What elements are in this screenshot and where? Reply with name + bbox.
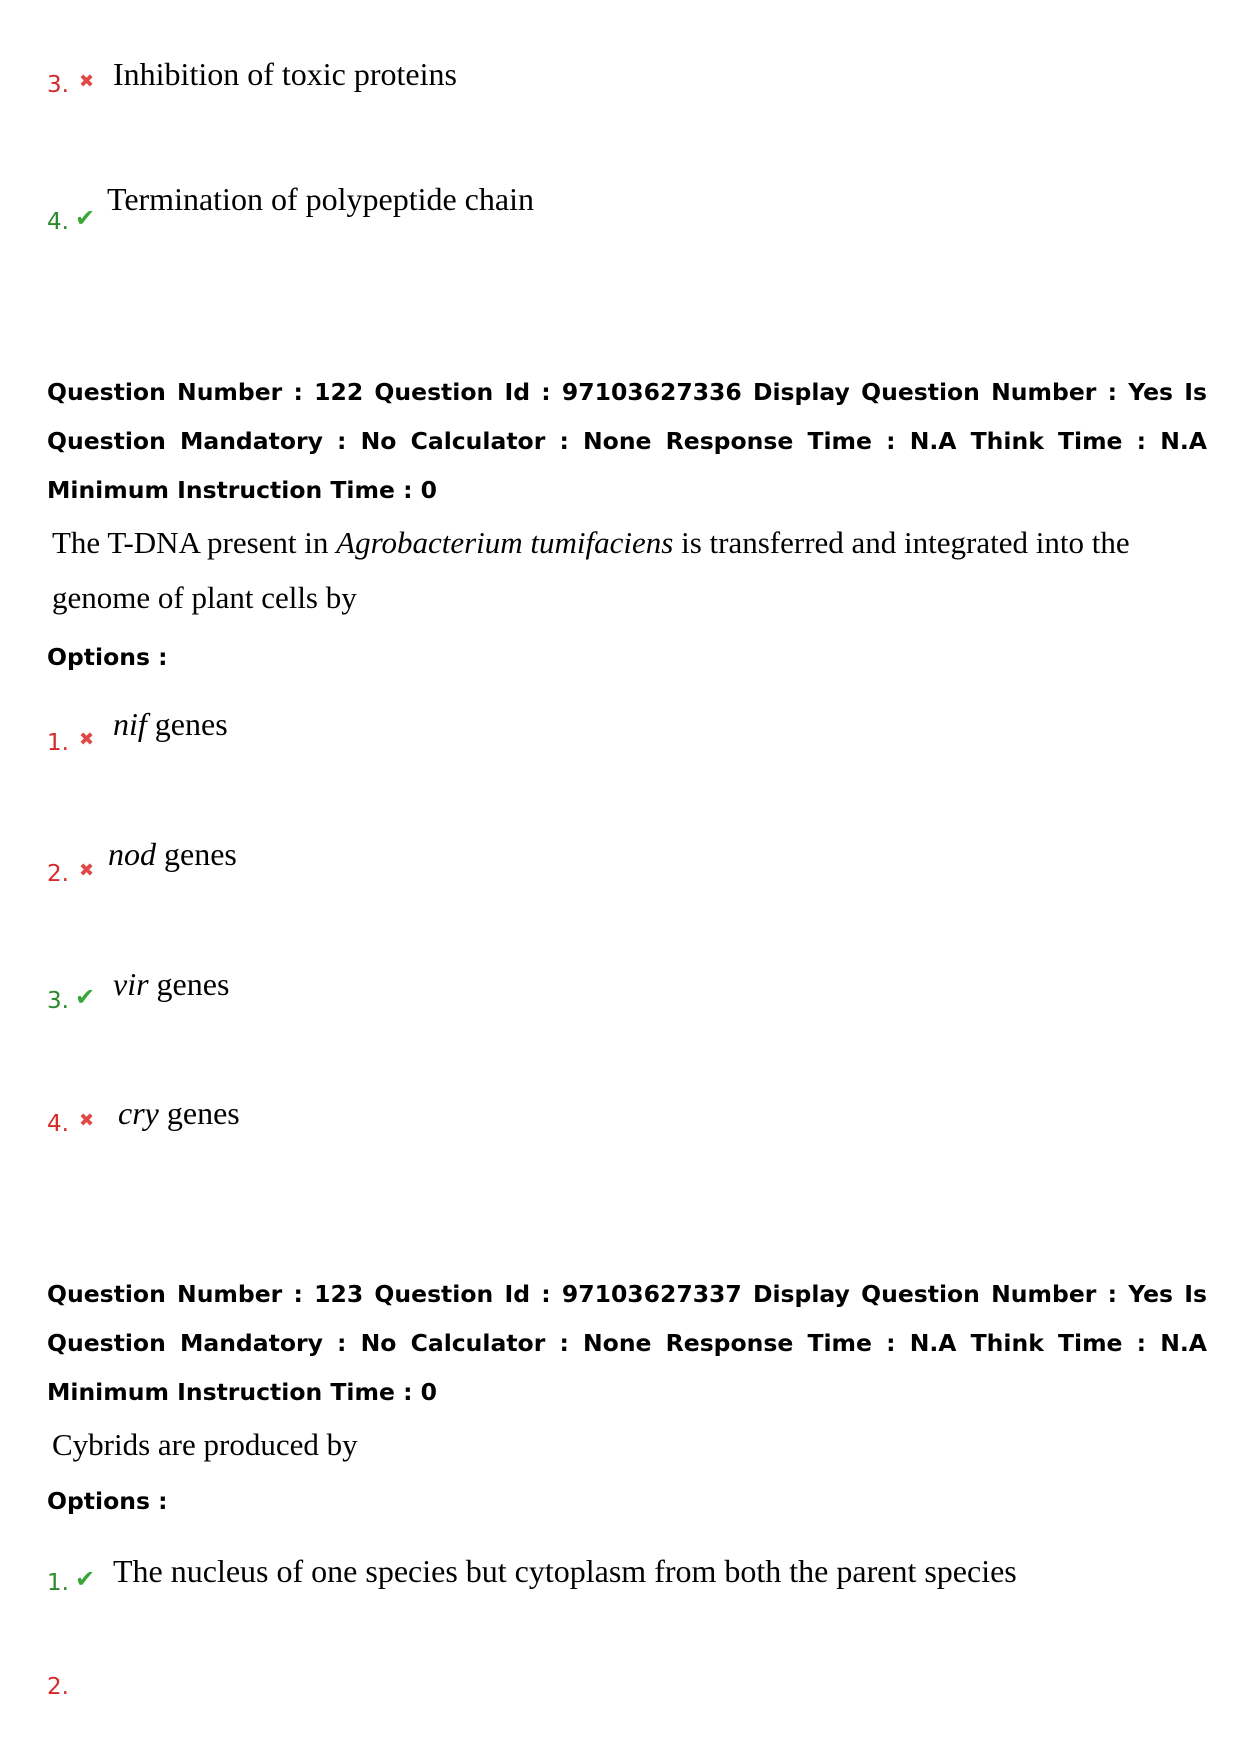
question-text-segment: The T-DNA present in	[52, 525, 337, 560]
option-text	[113, 968, 229, 1000]
options-label: Options :	[47, 1487, 168, 1515]
question-meta: Question Number : 123 Question Id : 97103627337 Display Question Number : Yes Is Question Mandatory : No Calculator : None Response Time : N.A Think Time : N.A Minimum Instruction Time : 0	[47, 1280, 1207, 1406]
option-text	[108, 838, 237, 870]
gene-name: vir	[113, 966, 149, 1002]
check-icon: ✔	[75, 204, 96, 232]
option-text-suffix: genes	[156, 836, 237, 872]
option-text: Inhibition of toxic proteins	[113, 56, 457, 92]
question-text: Cybrids are produced by	[52, 1427, 358, 1462]
option-text: The nucleus of one species but cytoplasm from both the parent species	[113, 1553, 1017, 1589]
option-number: 1.	[47, 730, 69, 756]
cross-icon: ✖	[79, 860, 95, 881]
question-text-italic: Agrobacterium tumifaciens	[336, 525, 674, 560]
option-number: 4.	[47, 1111, 69, 1137]
question-meta: Question Number : 122 Question Id : 97103627336 Display Question Number : Yes Is Question Mandatory : No Calculator : None Response Time : N.A Think Time : N.A Minimum Instruction Time : 0	[47, 378, 1207, 504]
cross-icon: ✖	[79, 1110, 95, 1131]
option-text: Termination of polypeptide chain	[107, 181, 534, 217]
check-icon: ✔	[75, 983, 96, 1011]
question-text-line-1	[52, 515, 1130, 570]
option-text	[118, 1097, 240, 1129]
option-text-suffix: genes	[158, 1095, 240, 1131]
question-text-line-2: genome of plant cells by	[52, 580, 357, 615]
gene-name: nif	[113, 706, 147, 742]
option-text-suffix: genes	[148, 966, 230, 1002]
option-number: 3.	[47, 72, 69, 98]
cross-icon: ✖	[79, 71, 95, 92]
option-number: 1.	[47, 1570, 69, 1596]
option-number: 2.	[47, 1674, 69, 1700]
option-number: 2.	[47, 861, 69, 887]
option-number: 3.	[47, 988, 69, 1014]
check-icon: ✔	[75, 1565, 96, 1593]
gene-name: nod	[108, 836, 156, 872]
question-text-segment: is transferred and integrated into the	[673, 525, 1130, 560]
gene-name: cry	[118, 1095, 159, 1131]
options-label: Options :	[47, 643, 168, 671]
option-text	[113, 708, 228, 740]
cross-icon: ✖	[79, 729, 95, 750]
option-text-suffix: genes	[146, 706, 228, 742]
option-number: 4.	[47, 209, 69, 235]
